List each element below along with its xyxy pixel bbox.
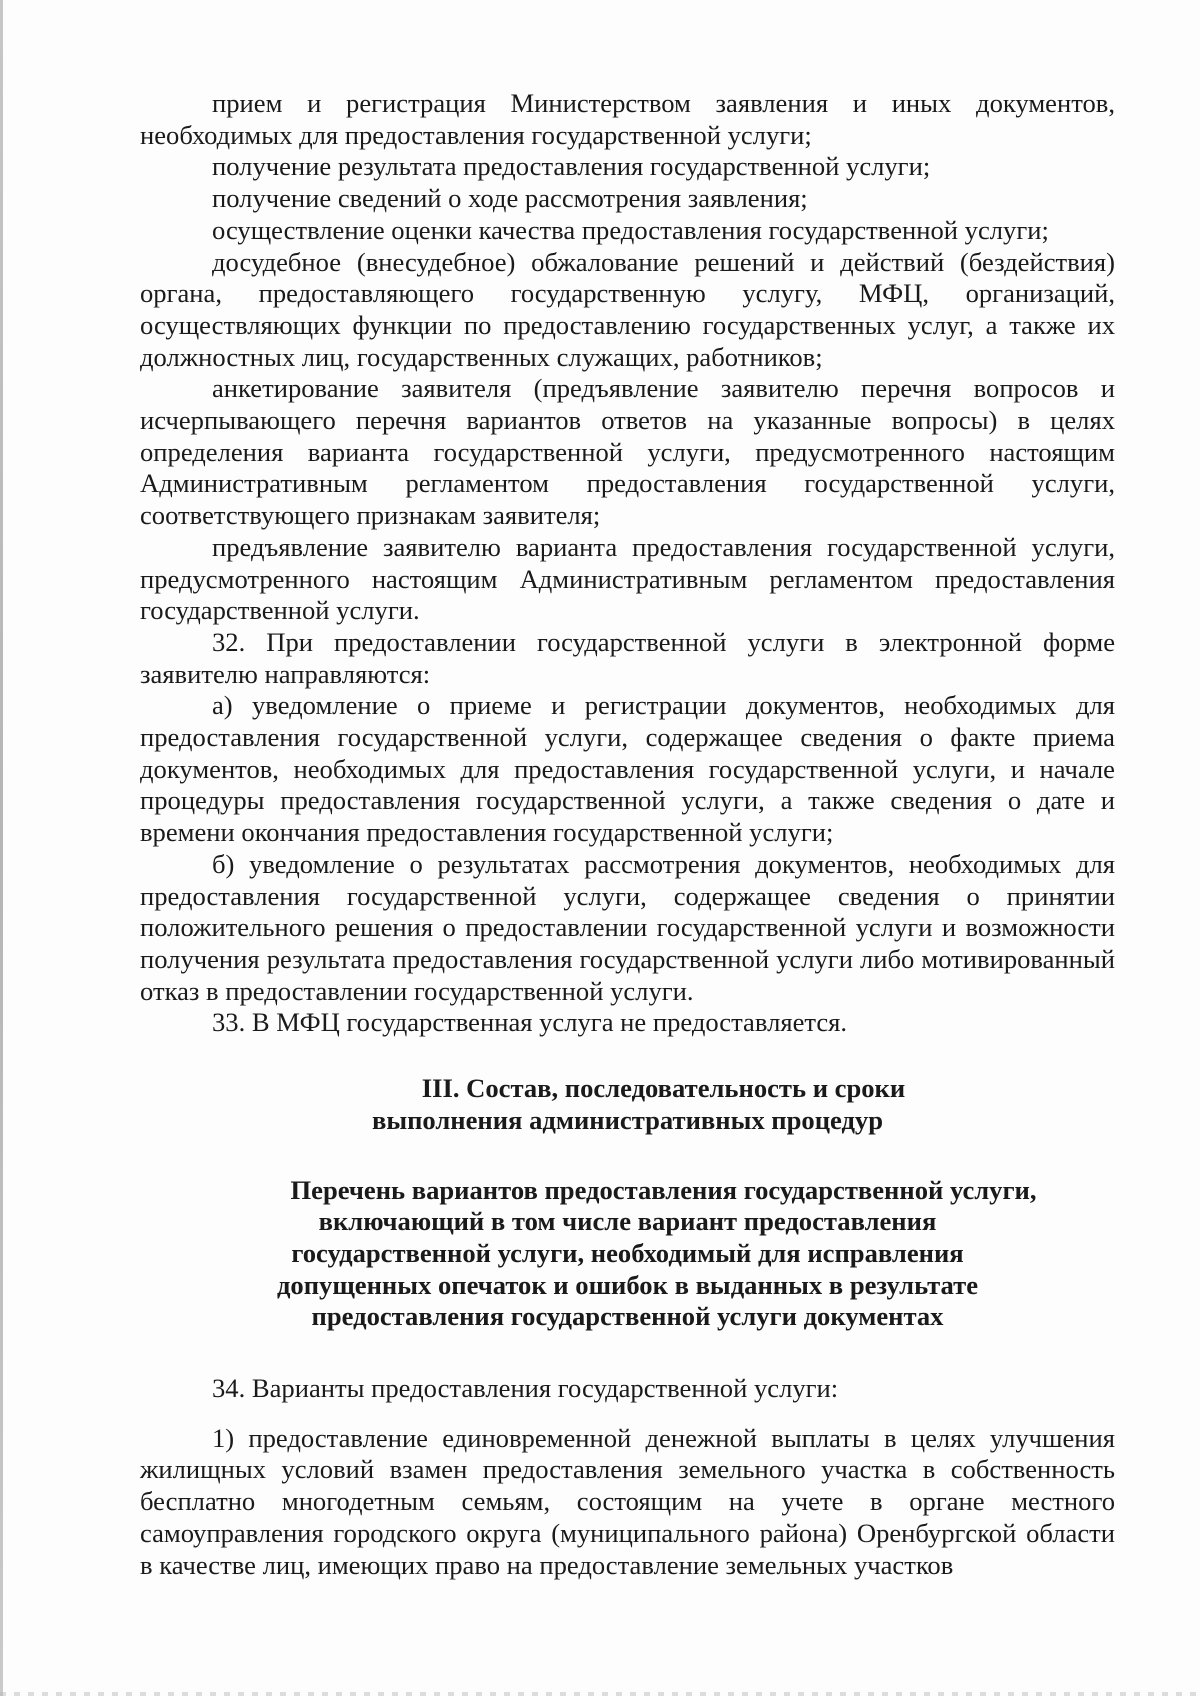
- paragraph-32: 32. При предоставлении государственной услуги в электронной форме заявителю направляются:: [140, 626, 1115, 689]
- paragraph-32-a: а) уведомление о приеме и регистрации документов, необходимых для предоставления государственной услуги, содержащее сведения о факте приема документов, необходимых для предоставления государственной услуги, и начале процедуры предоставления государственной услуги, а также сведения о дате и времени окончания предоставления государственной услуги;: [140, 690, 1115, 848]
- scan-left-edge: [0, 0, 3, 1696]
- paragraph-result: получение результата предоставления государственной услуги;: [212, 151, 931, 182]
- subsection-heading: Перечень вариантов предоставления государственной услуги, включающий в том числе вариант предоставления государственной услуги, необходимый для исправления допущенных опечаток и ошибок в выданных в результате предоставления государственной услуги документах: [276, 1174, 1037, 1332]
- paragraph-pretrial-appeal: досудебное (внесудебное) обжалование решений и действий (бездействия) органа, предоставляющего государственную услугу, МФЦ, организаций, осуществляющих функции по предоставлению государственных услуг, а также их должностных лиц, государственных служащих, работников;: [140, 246, 1115, 372]
- paragraph-34-1: 1) предоставление единовременной денежной выплаты в целях улучшения жилищных условий взамен предоставления земельного участка в собственность бесплатно многодетным семьям, состоящим на учете в органе местного самоуправления городского округа (муниципального района) Оренбургской области в качестве лиц, имеющих право на предоставление земельных участков: [140, 1422, 1115, 1580]
- paragraph-33: 33. В МФЦ государственная услуга не предоставляется.: [212, 1007, 848, 1038]
- paragraph-quality-evaluation: осуществление оценки качества предоставления государственной услуги;: [212, 214, 1049, 245]
- paragraph-status-info: получение сведений о ходе рассмотрения заявления;: [212, 183, 808, 214]
- paragraph-34: 34. Варианты предоставления государственной услуги:: [212, 1373, 839, 1404]
- section-heading: III. Состав, последовательность и сроки выполнения административных процедур: [371, 1073, 906, 1135]
- paragraph-variant-presentation: предъявление заявителю варианта предоставления государственной услуги, предусмотренного настоящим Административным регламентом предоставления государственной услуги.: [140, 531, 1115, 626]
- paragraph-survey: анкетирование заявителя (предъявление заявителю перечня вопросов и исчерпывающего перечня вариантов ответов на указанные вопросы) в целях определения варианта государственной услуги, предусмотренного настоящим Административным регламентом предоставления государственной услуги, соответствующего признакам заявителя;: [140, 373, 1115, 531]
- paragraph-32-b: б) уведомление о результатах рассмотрения документов, необходимых для предоставления государственной услуги, содержащее сведения о принятии положительного решения о предоставлении государственной услуги и возможности получения результата предоставления государственной услуги либо мотивированный отказ в предоставлении государственной услуги.: [140, 848, 1115, 1006]
- scan-bottom-edge: [0, 1692, 1200, 1696]
- document-body: [140, 88, 1115, 1581]
- paragraph-registration: прием и регистрация Министерством заявления и иных документов, необходимых для предоставления государственной услуги;: [140, 88, 1115, 150]
